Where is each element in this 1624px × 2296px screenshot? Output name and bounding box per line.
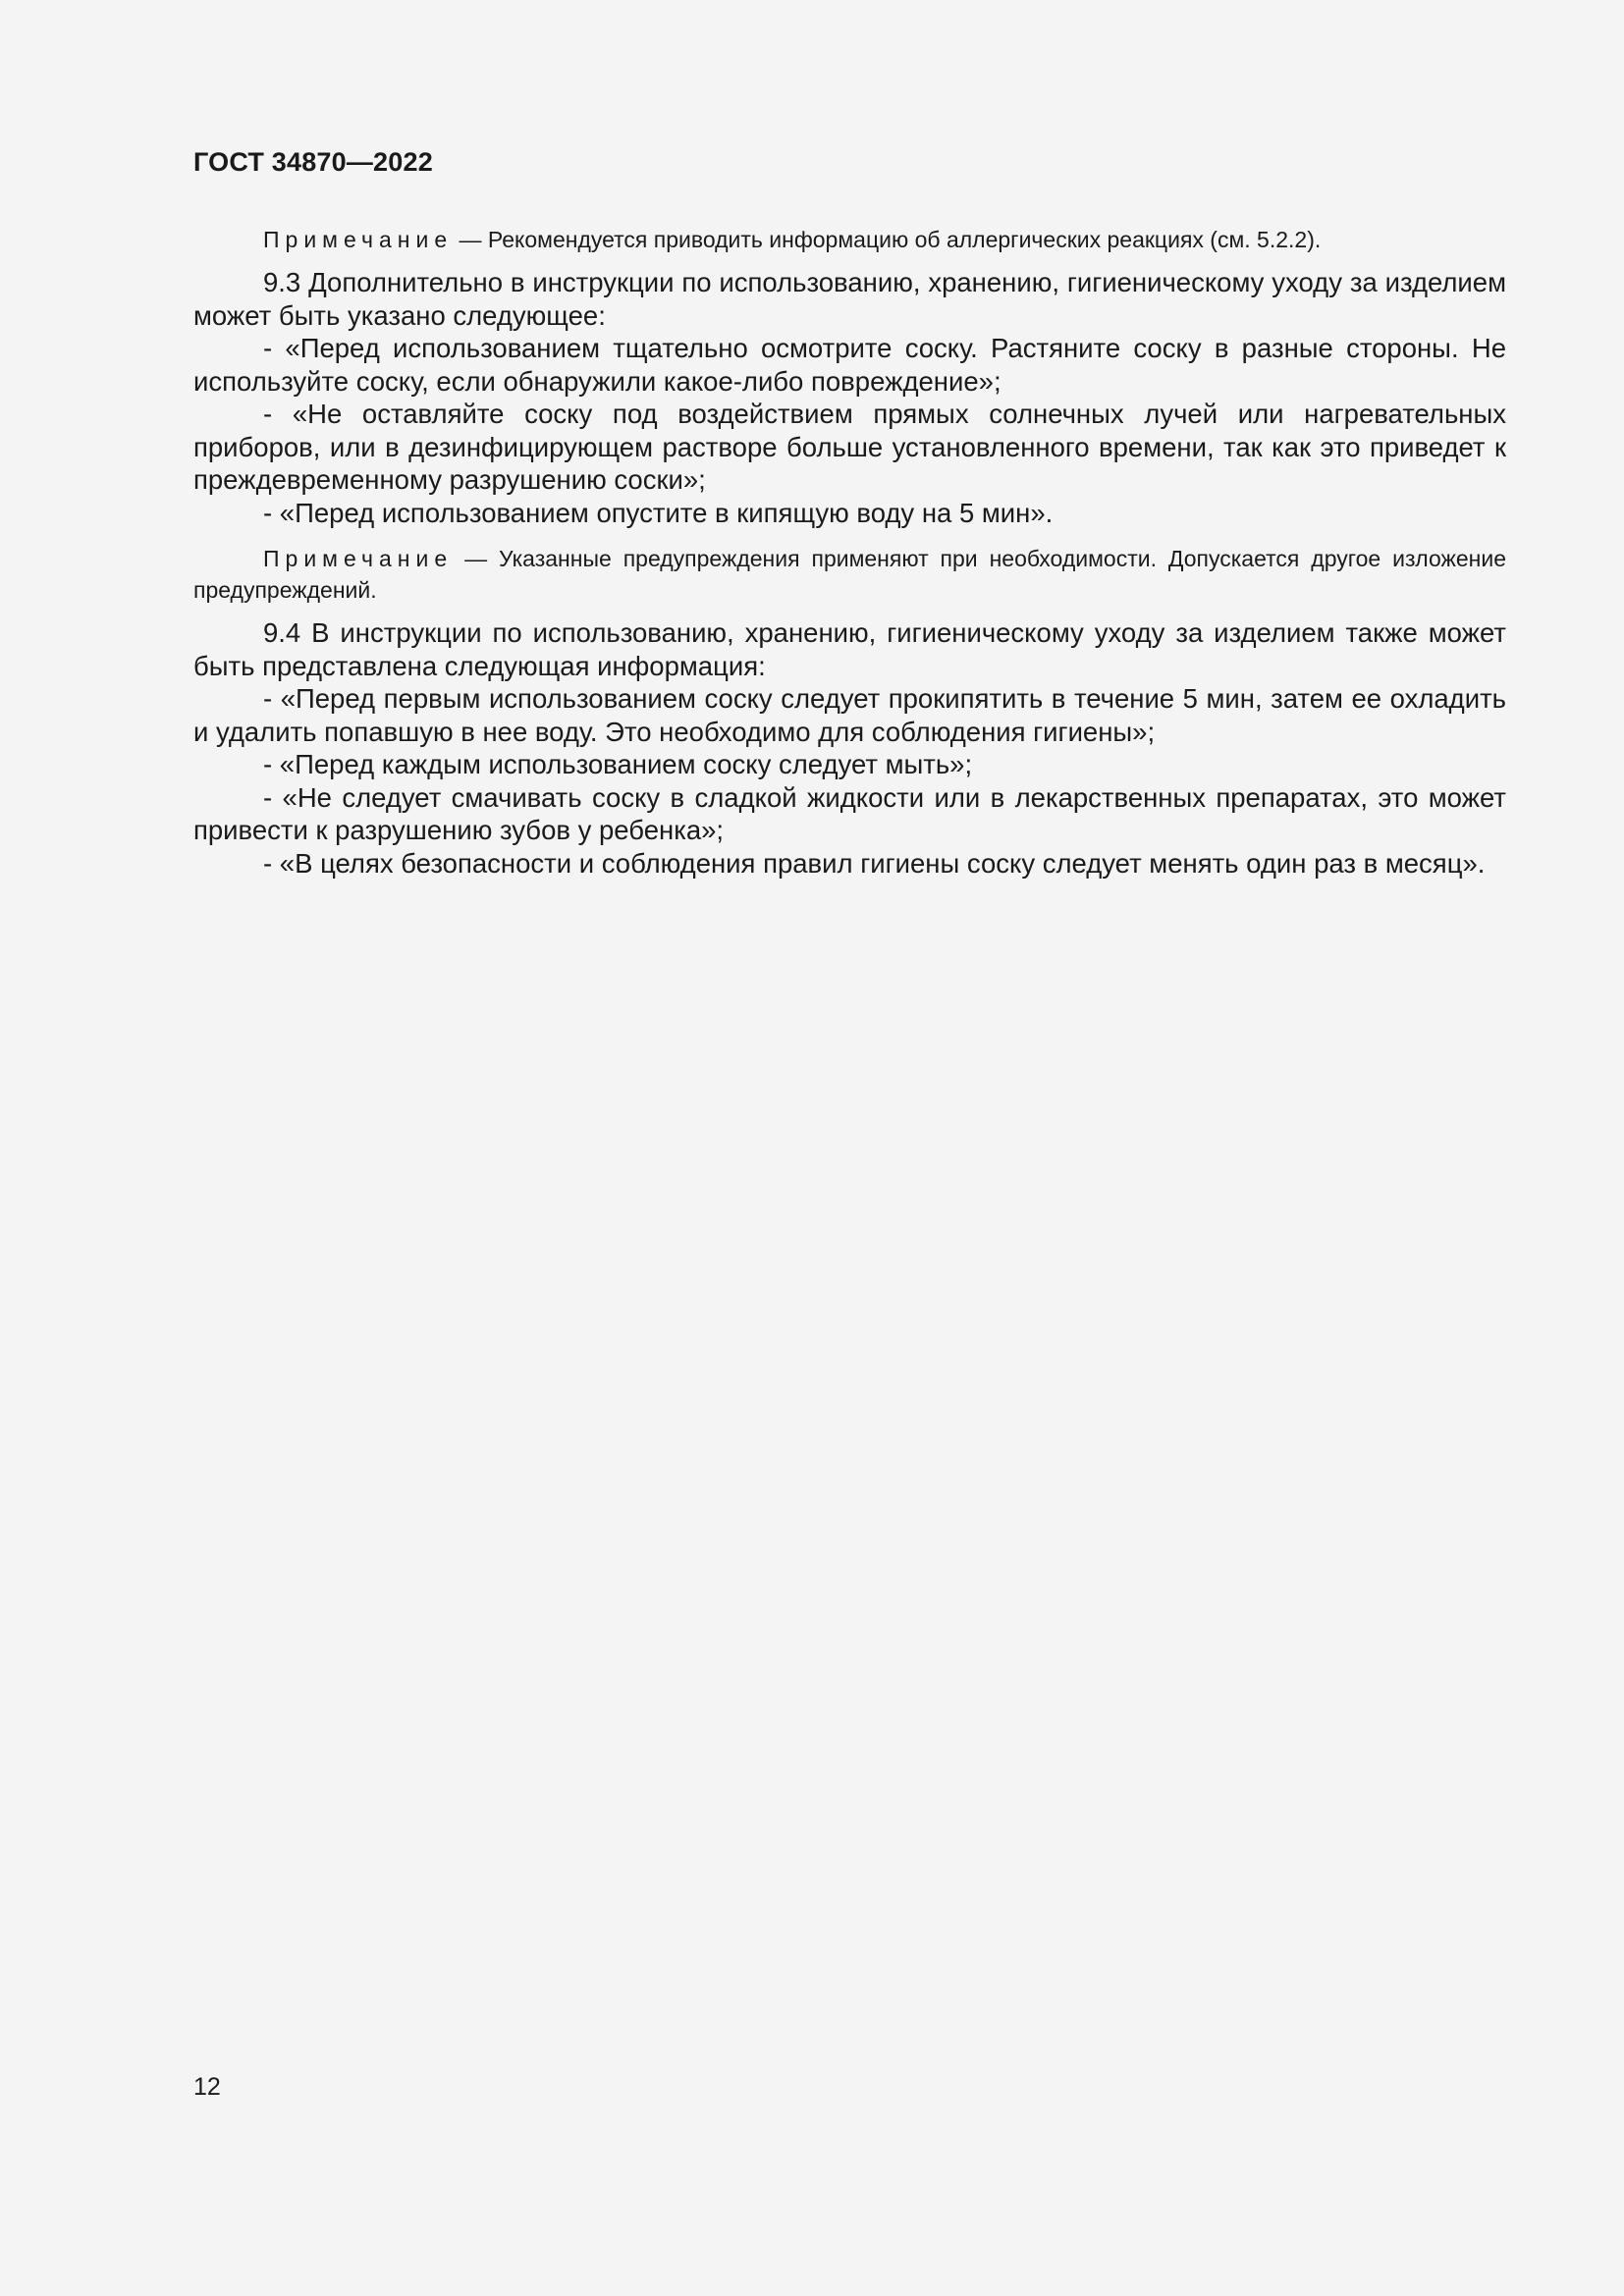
note-warnings (193, 543, 1506, 606)
list-item: - «Перед использованием опустите в кипящую воду на 5 мин». (263, 497, 1054, 528)
list-item: - «Перед каждым использованием соску следует мыть»; (263, 749, 973, 779)
list-item: - «Не оставляйте соску под воздействием прямых солнечных лучей или нагревательных приборов, или в дезинфицирующем растворе больше установленного времени, так как это приведет к преждевременному разрушению соски»; (193, 399, 1506, 495)
note-text: Указанные предупреждения применяют при необходимости. Допускается другое изложение предупреждений. (193, 546, 1507, 603)
note-label: Примечание (263, 227, 454, 252)
list-item: - «Перед первым использованием соску следует прокипятить в течение 5 мин, затем ее охладить и удалить попавшую в нее воду. Это необходимо для соблюдения гигиены»; (193, 683, 1506, 747)
list-item: - «Перед использованием тщательно осмотрите соску. Растяните соску в разные стороны. Не используйте соску, если обнаружили какое-либо повреждение»; (193, 333, 1506, 397)
note-allergic-reactions (193, 224, 1506, 255)
section-9-3 (193, 266, 1506, 529)
list-item: - «Не следует смачивать соску в сладкой жидкости или в лекарственных препаратах, это может привести к разрушению зубов у ребенка»; (193, 781, 1506, 845)
document-header: ГОСТ 34870—2022 (193, 147, 433, 177)
note-dash: — (453, 227, 488, 252)
note-text: Рекомендуется приводить информацию об аллергических реакциях (см. 5.2.2). (487, 227, 1322, 252)
note-label: Примечание (263, 546, 454, 571)
page-number: 12 (193, 2073, 221, 2101)
section-9-3-intro: 9.3 Дополнительно в инструкции по использованию, хранению, гигиеническому уходу за изделием может быть указано следующее: (193, 267, 1506, 331)
note-dash: — (453, 546, 500, 571)
section-9-4 (193, 616, 1506, 880)
section-9-4-intro: 9.4 В инструкции по использованию, хранению, гигиеническому уходу за изделием также может быть представлена следующая информация: (193, 617, 1506, 681)
list-item: - «В целях безопасности и соблюдения правил гигиены соску следует менять один раз в месяц». (263, 847, 1486, 879)
document-body (193, 224, 1506, 880)
